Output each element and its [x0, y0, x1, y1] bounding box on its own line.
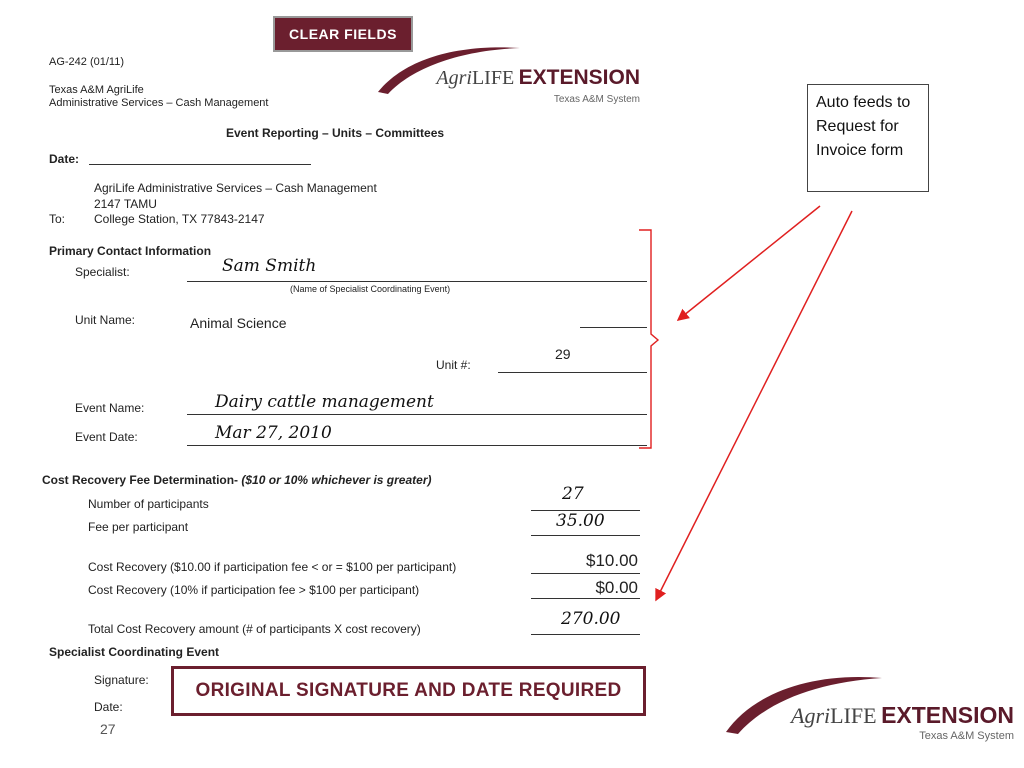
clear-fields-button[interactable]: CLEAR FIELDS: [273, 16, 413, 52]
unit-name-value[interactable]: Animal Science: [190, 315, 287, 331]
auto-feed-note: Auto feeds to Request for Invoice form: [807, 84, 929, 192]
to-line-1: AgriLife Administrative Services – Cash Management: [94, 181, 377, 195]
form-title: Event Reporting – Units – Committees: [226, 126, 445, 140]
signature-label: Signature:: [94, 673, 149, 687]
recovery-low-label: Cost Recovery ($10.00 if participation fee < or = $100 per participant): [88, 560, 457, 574]
fee-label: Fee per participant: [88, 520, 189, 534]
unit-number-field[interactable]: [498, 372, 647, 373]
fee-field[interactable]: [531, 535, 640, 536]
logo-agri: Agri: [436, 67, 472, 89]
event-name-label: Event Name:: [75, 401, 145, 415]
logo-system: Texas A&M System: [919, 730, 1014, 742]
event-name-field[interactable]: [187, 414, 647, 415]
recovery-low-value: $10.00: [586, 551, 638, 570]
participants-value[interactable]: 27: [562, 484, 584, 504]
arrows-icon: [640, 196, 880, 616]
event-name-value[interactable]: Dairy cattle management: [215, 392, 434, 412]
specialist-section-heading: Specialist Coordinating Event: [49, 645, 220, 659]
unit-number-label: Unit #:: [436, 358, 471, 372]
specialist-field[interactable]: [187, 281, 647, 282]
fee-value[interactable]: 35.00: [556, 511, 605, 531]
recovery-high-label: Cost Recovery (10% if participation fee > $100 per participant): [88, 583, 420, 597]
to-line-2: 2147 TAMU: [94, 197, 157, 211]
signature-required-notice: ORIGINAL SIGNATURE AND DATE REQUIRED: [171, 666, 646, 716]
unit-name-label: Unit Name:: [75, 313, 136, 327]
to-label: To:: [49, 212, 66, 226]
agrilife-logo-bottom: [722, 672, 1014, 748]
page-number: 27: [100, 721, 116, 737]
event-date-label: Event Date:: [75, 430, 138, 444]
form-number: AG-242 (01/11): [49, 56, 125, 68]
logo-life: LIFE: [830, 703, 877, 728]
unit-number-value[interactable]: 29: [555, 346, 571, 362]
event-date-value[interactable]: Mar 27, 2010: [215, 423, 332, 443]
date-label: Date:: [49, 152, 80, 166]
participants-label: Number of participants: [88, 497, 209, 511]
primary-contact-heading: Primary Contact Information: [49, 244, 212, 258]
specialist-caption: (Name of Specialist Coordinating Event): [290, 284, 451, 294]
date-field[interactable]: [89, 164, 311, 165]
logo-extension: EXTENSION: [881, 702, 1014, 728]
recovery-high-field: [531, 598, 640, 599]
to-line-3: College Station, TX 77843-2147: [94, 212, 265, 226]
logo-extension: EXTENSION: [518, 66, 640, 89]
recovery-high-value: $0.00: [595, 578, 638, 597]
org-line-1: Texas A&M AgriLife: [49, 84, 144, 96]
cost-heading-note: ($10 or 10% whichever is greater): [241, 473, 432, 487]
logo-agri: Agri: [791, 703, 831, 728]
logo-system: Texas A&M System: [553, 94, 640, 105]
total-label: Total Cost Recovery amount (# of participants X cost recovery): [88, 622, 421, 636]
cost-heading-text: Cost Recovery Fee Determination-: [42, 473, 242, 487]
org-line-2: Administrative Services – Cash Management: [49, 97, 269, 109]
agrilife-logo-top: [368, 40, 642, 110]
total-field: [531, 634, 640, 635]
recovery-low-field: [531, 573, 640, 574]
specialist-label: Specialist:: [75, 265, 130, 279]
event-date-field[interactable]: [187, 445, 647, 446]
total-value: 270.00: [561, 609, 621, 629]
cost-heading: [42, 473, 431, 487]
specialist-value[interactable]: Sam Smith: [222, 256, 317, 276]
logo-life: LIFE: [471, 67, 515, 89]
signature-date-label: Date:: [94, 700, 123, 714]
